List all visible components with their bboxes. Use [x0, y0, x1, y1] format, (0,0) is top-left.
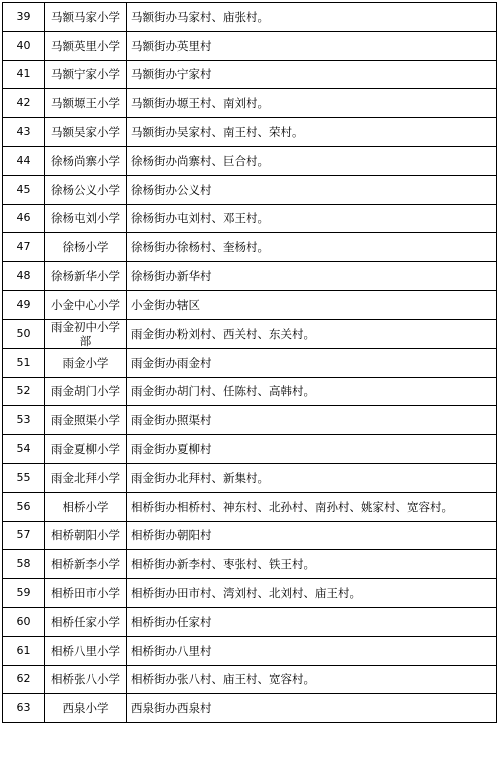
district-area: 马额街办宁家村 [127, 60, 497, 89]
table-row [3, 60, 497, 89]
row-number: 49 [3, 290, 45, 319]
school-name: 小金中心小学 [45, 290, 127, 319]
district-area: 徐杨街办新华村 [127, 262, 497, 291]
table-row [3, 146, 497, 175]
school-name: 相桥新李小学 [45, 550, 127, 579]
district-area: 徐杨街办屯刘村、邓王村。 [127, 204, 497, 233]
row-number: 62 [3, 665, 45, 694]
table-row [3, 492, 497, 521]
row-number: 63 [3, 694, 45, 723]
school-name: 相桥任家小学 [45, 607, 127, 636]
row-number: 58 [3, 550, 45, 579]
school-name: 徐杨屯刘小学 [45, 204, 127, 233]
district-area: 马额街办马家村、庙张村。 [127, 3, 497, 32]
district-area: 相桥街办朝阳村 [127, 521, 497, 550]
table-row [3, 3, 497, 32]
school-name: 马额宁家小学 [45, 60, 127, 89]
school-name: 雨金初中小学部 [45, 319, 127, 348]
school-name: 徐杨公义小学 [45, 175, 127, 204]
table-row [3, 290, 497, 319]
row-number: 42 [3, 89, 45, 118]
school-name: 雨金胡门小学 [45, 377, 127, 406]
school-name: 相桥小学 [45, 492, 127, 521]
table-row [3, 233, 497, 262]
district-area: 相桥街办新李村、枣张村、铁王村。 [127, 550, 497, 579]
school-name: 徐杨小学 [45, 233, 127, 262]
row-number: 44 [3, 146, 45, 175]
district-area: 相桥街办八里村 [127, 636, 497, 665]
row-number: 55 [3, 463, 45, 492]
table-row [3, 262, 497, 291]
district-area: 马额街办吴家村、南王村、荣村。 [127, 118, 497, 147]
school-name: 相桥张八小学 [45, 665, 127, 694]
table-body [3, 3, 497, 723]
table-row [3, 348, 497, 377]
table-row [3, 406, 497, 435]
school-name: 西泉小学 [45, 694, 127, 723]
row-number: 48 [3, 262, 45, 291]
table-row [3, 204, 497, 233]
row-number: 53 [3, 406, 45, 435]
school-name: 马额英里小学 [45, 31, 127, 60]
table-row [3, 435, 497, 464]
school-name: 马额塬王小学 [45, 89, 127, 118]
school-district-table [2, 2, 497, 723]
school-name: 马额马家小学 [45, 3, 127, 32]
school-name: 雨金照渠小学 [45, 406, 127, 435]
row-number: 39 [3, 3, 45, 32]
row-number: 40 [3, 31, 45, 60]
table-row [3, 694, 497, 723]
district-area: 相桥街办任家村 [127, 607, 497, 636]
row-number: 45 [3, 175, 45, 204]
table-row [3, 175, 497, 204]
district-area: 徐杨街办尚寨村、巨合村。 [127, 146, 497, 175]
table-row [3, 377, 497, 406]
district-area: 相桥街办张八村、庙王村、宽容村。 [127, 665, 497, 694]
school-name: 徐杨尚寨小学 [45, 146, 127, 175]
row-number: 43 [3, 118, 45, 147]
district-area: 徐杨街办徐杨村、奎杨村。 [127, 233, 497, 262]
row-number: 47 [3, 233, 45, 262]
district-area: 雨金街办北拜村、新集村。 [127, 463, 497, 492]
district-area: 马额街办英里村 [127, 31, 497, 60]
district-area: 雨金街办夏柳村 [127, 435, 497, 464]
district-area: 相桥街办田市村、湾刘村、北刘村、庙王村。 [127, 579, 497, 608]
row-number: 56 [3, 492, 45, 521]
school-name: 相桥田市小学 [45, 579, 127, 608]
district-area: 小金街办辖区 [127, 290, 497, 319]
row-number: 61 [3, 636, 45, 665]
district-area: 雨金街办照渠村 [127, 406, 497, 435]
table-row [3, 607, 497, 636]
school-name: 雨金小学 [45, 348, 127, 377]
district-area: 马额街办塬王村、南刘村。 [127, 89, 497, 118]
row-number: 41 [3, 60, 45, 89]
row-number: 54 [3, 435, 45, 464]
district-area: 雨金街办粉刘村、西关村、东关村。 [127, 319, 497, 348]
school-name: 马额吴家小学 [45, 118, 127, 147]
table-row [3, 463, 497, 492]
table-row [3, 636, 497, 665]
row-number: 46 [3, 204, 45, 233]
district-area: 相桥街办相桥村、神东村、北孙村、南孙村、姚家村、宽容村。 [127, 492, 497, 521]
table-row [3, 521, 497, 550]
row-number: 50 [3, 319, 45, 348]
table-row [3, 579, 497, 608]
school-name: 徐杨新华小学 [45, 262, 127, 291]
school-name: 雨金北拜小学 [45, 463, 127, 492]
table-row [3, 550, 497, 579]
table-row [3, 665, 497, 694]
row-number: 60 [3, 607, 45, 636]
school-name: 雨金夏柳小学 [45, 435, 127, 464]
school-name: 相桥朝阳小学 [45, 521, 127, 550]
table-row [3, 118, 497, 147]
school-name: 相桥八里小学 [45, 636, 127, 665]
row-number: 59 [3, 579, 45, 608]
table-row [3, 31, 497, 60]
district-area: 徐杨街办公义村 [127, 175, 497, 204]
table-row [3, 89, 497, 118]
table-row [3, 319, 497, 348]
row-number: 52 [3, 377, 45, 406]
district-area: 雨金街办胡门村、任陈村、高韩村。 [127, 377, 497, 406]
district-area: 西泉街办西泉村 [127, 694, 497, 723]
district-area: 雨金街办雨金村 [127, 348, 497, 377]
row-number: 57 [3, 521, 45, 550]
row-number: 51 [3, 348, 45, 377]
